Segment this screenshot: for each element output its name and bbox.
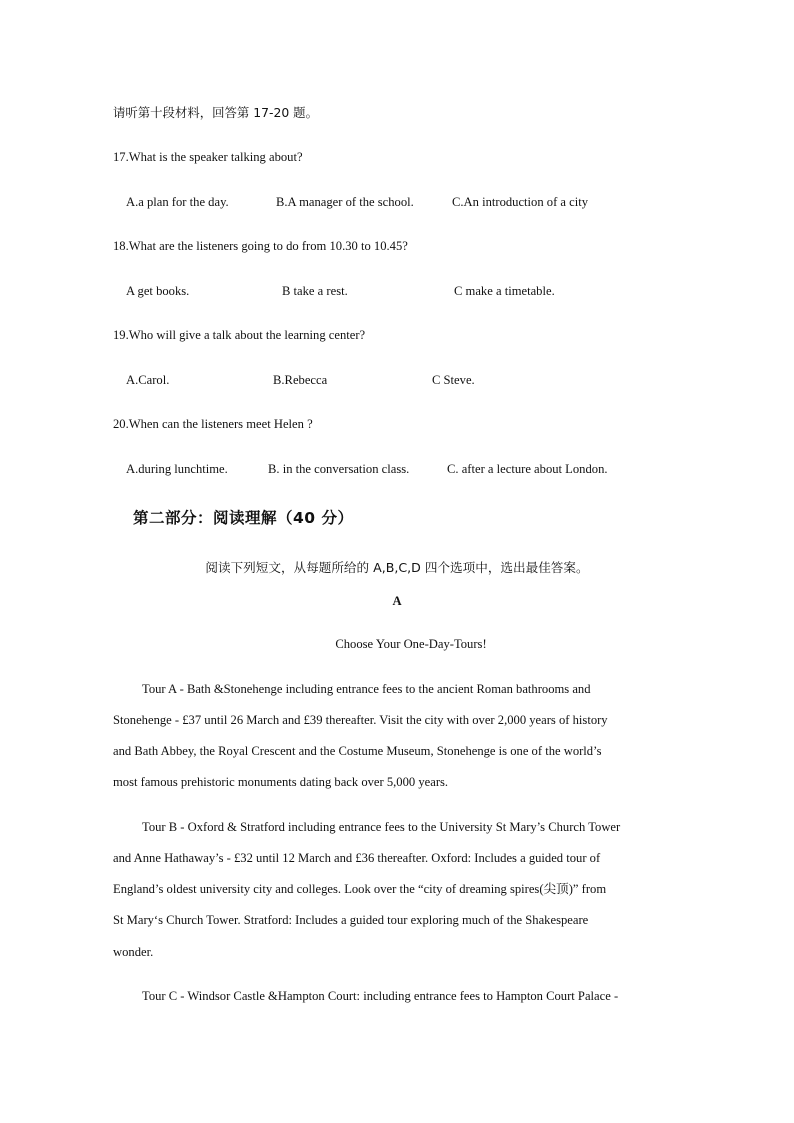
- passage-line: Tour C - Windsor Castle &Hampton Court: including entrance fees to Hampton Court Palace -: [142, 989, 619, 1003]
- passage-title: Choose Your One-Day-Tours!: [335, 637, 487, 651]
- passage-line: England’s oldest university city and colleges. Look over the “city of dreaming spires(尖顶)” from: [113, 882, 607, 896]
- section-instruction: 阅读下列短文，从每题所给的 A,B,C,D 四个选项中，选出最佳答案。: [205, 560, 589, 575]
- option-20-b: B. in the conversation class.: [268, 462, 410, 476]
- question-17: 17.What is the speaker talking about?: [113, 150, 303, 164]
- option-20-a: A.during lunchtime.: [126, 462, 228, 476]
- passage-line: Tour B - Oxford & Stratford including entrance fees to the University St Mary’s Church Tower: [142, 820, 621, 834]
- section-title: 第二部分：阅读理解（40 分）: [133, 509, 354, 527]
- option-18-a: A get books.: [126, 284, 190, 298]
- option-18-b: B take a rest.: [282, 284, 348, 298]
- passage-line: wonder.: [113, 945, 154, 959]
- option-17-c: C.An introduction of a city: [452, 195, 589, 209]
- question-19: 19.Who will give a talk about the learning center?: [113, 328, 366, 342]
- passage-line: Stonehenge - £37 until 26 March and £39 thereafter. Visit the city with over 2,000 years of history: [113, 713, 608, 727]
- option-18-c: C make a timetable.: [454, 284, 555, 298]
- option-19-b: B.Rebecca: [273, 373, 328, 387]
- question-20: 20.When can the listeners meet Helen ?: [113, 417, 313, 431]
- passage-line: most famous prehistoric monuments dating back over 5,000 years.: [113, 775, 449, 789]
- question-18: 18.What are the listeners going to do from 10.30 to 10.45?: [113, 239, 408, 253]
- option-17-a: A.a plan for the day.: [126, 195, 229, 209]
- option-19-a: A.Carol.: [126, 373, 170, 387]
- passage-line: Tour A - Bath &Stonehenge including entrance fees to the ancient Roman bathrooms and: [142, 682, 591, 696]
- option-20-c: C. after a lecture about London.: [447, 462, 608, 476]
- intro-line: 请听第十段材料，回答第 17-20 题。: [113, 105, 318, 120]
- passage-label: A: [392, 594, 402, 608]
- option-17-b: B.A manager of the school.: [276, 195, 414, 209]
- passage-line: and Anne Hathaway’s - £32 until 12 March and £36 thereafter. Oxford: Includes a guided tour of: [113, 851, 601, 865]
- option-19-c: C Steve.: [432, 373, 475, 387]
- passage-line: St Mary‘s Church Tower. Stratford: Includes a guided tour exploring much of the Shakespeare: [113, 913, 589, 927]
- passage-line: and Bath Abbey, the Royal Crescent and the Costume Museum, Stonehenge is one of the world’s: [113, 744, 602, 758]
